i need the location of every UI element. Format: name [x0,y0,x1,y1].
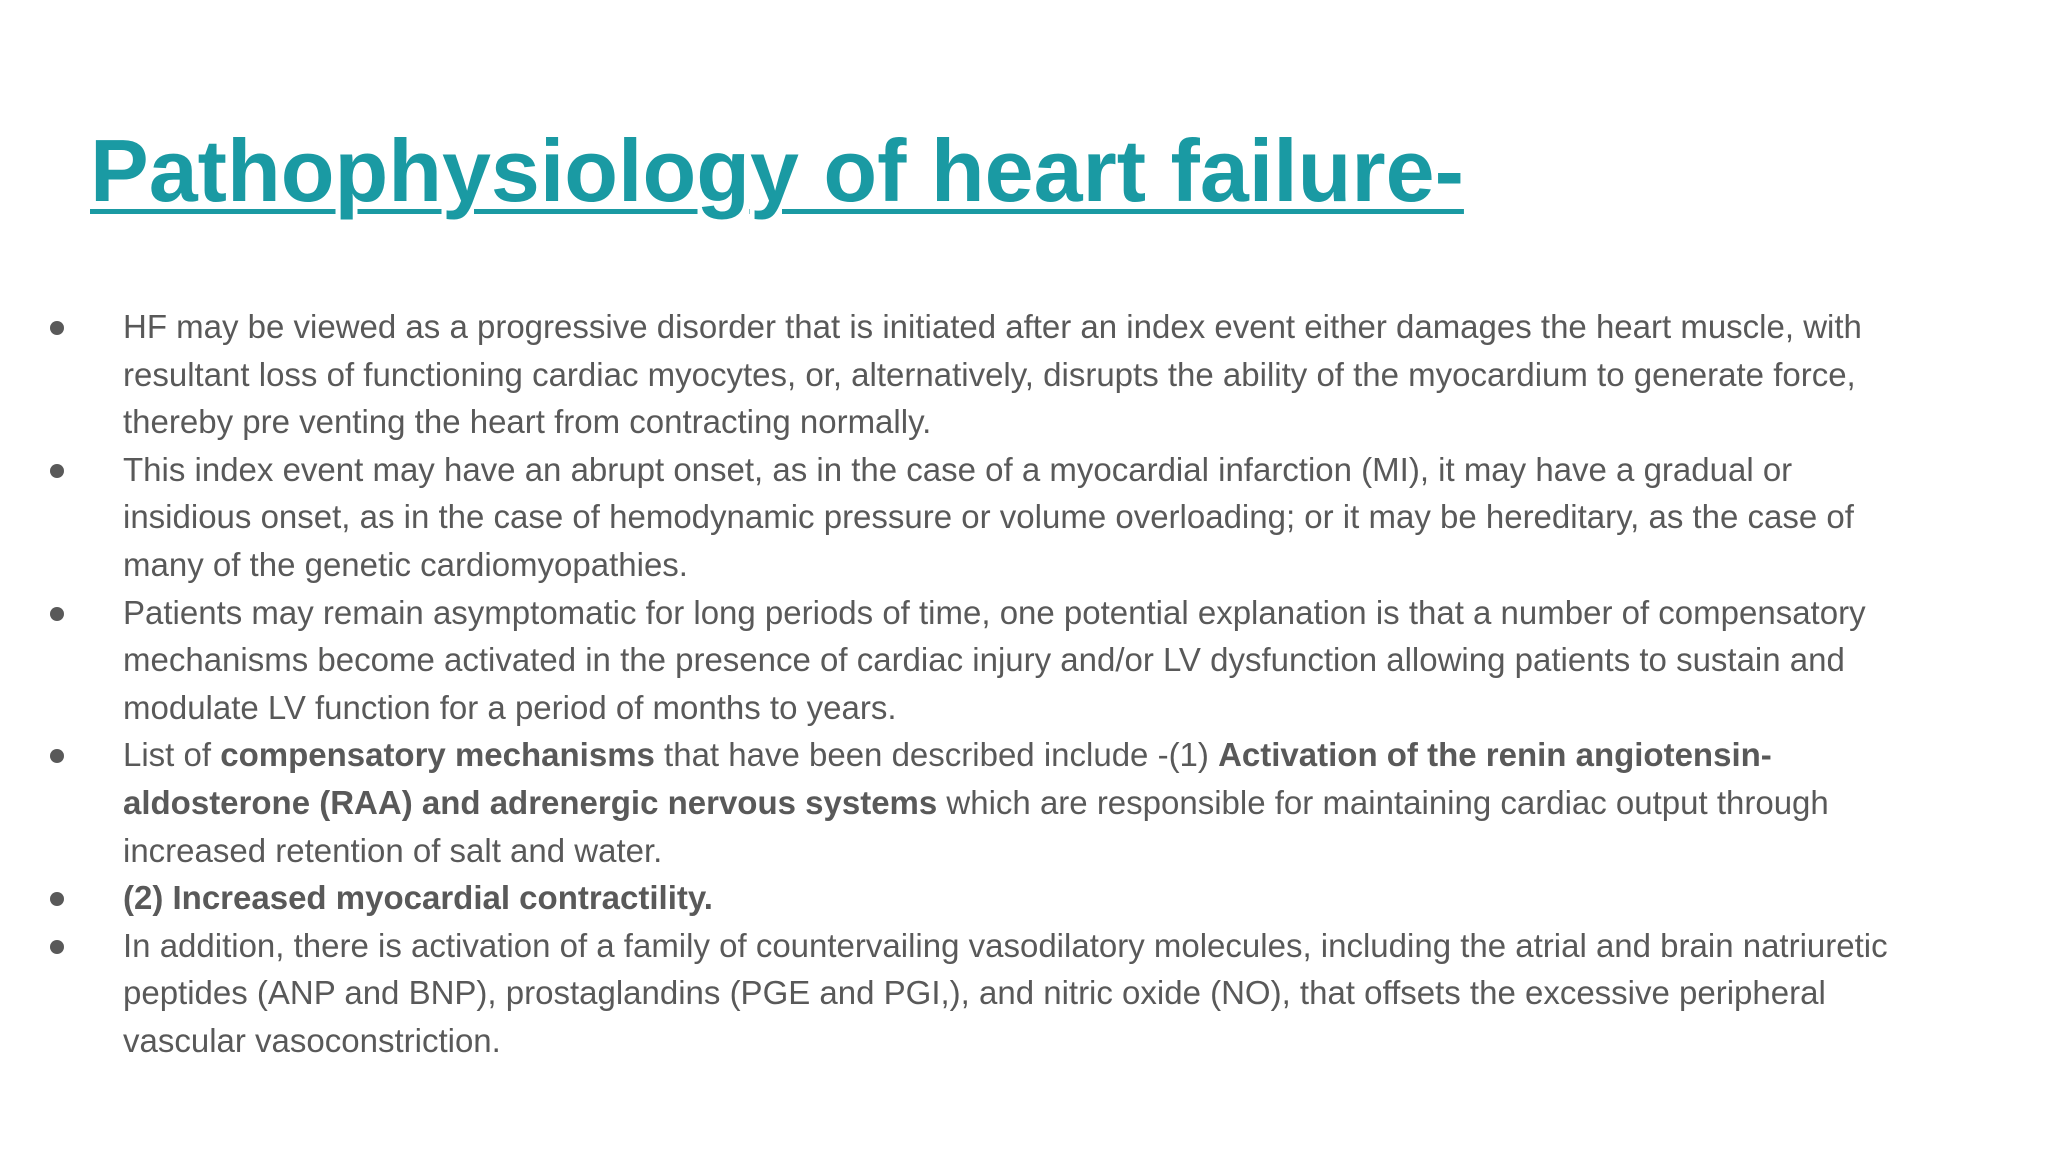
bullet-text-bold: (2) Increased myocardial contractility. [123,879,713,917]
bullet-icon [50,892,64,906]
bullet-icon [50,464,64,478]
bullet-text-bold: Activation of the renin angiotensin-aldosterone (RAA) and adrenergic nervous systems [123,736,1772,821]
bullet-item [0,731,1923,874]
bullet-icon [50,749,64,763]
bullet-item [0,589,1923,732]
bullet-text: that have been described include -(1) [654,736,1219,774]
bullet-item [0,303,1923,446]
bullet-item [0,446,1923,589]
bullet-text: Patients may remain asymptomatic for long periods of time, one potential explanation is that a number of compensatory mechanisms become activated in the presence of cardiac injury and/or LV dysfunction allowing patients to sustain and modulate LV function for a period of months to years. [123,593,1866,726]
bullet-text: which are responsible for maintaining cardiac output through increased retention of salt and water. [123,783,1829,869]
slide-title: Pathophysiology of heart failure- [90,121,1464,220]
bullet-list [0,303,2048,1065]
bullet-text-bold: compensatory mechanisms [220,736,655,774]
bullet-icon [50,607,64,621]
bullet-icon [50,321,64,335]
bullet-text: This index event may have an abrupt onset, as in the case of a myocardial infarction (MI), it may have a gradual or insidious onset, as in the case of hemodynamic pressure or volume overloading; or it may be hereditary, as the case of many of the genetic cardiomyopathies. [123,450,1854,583]
bullet-text: HF may be viewed as a progressive disorder that is initiated after an index event either damages the heart muscle, with resultant loss of functioning cardiac myocytes, or, alternatively, disrupts the ability of the myocardium to generate force, thereby pre venting the heart from contracting normally. [123,308,1862,441]
bullet-text: List of [123,736,221,774]
bullet-text: In addition, there is activation of a family of countervailing vasodilatory molecules, including the atrial and brain natriuretic peptides (ANP and BNP), prostaglandins (PGE and PGI,), and nitric oxide (NO), that offsets the excessive peripheral vascular vasoconstriction. [123,926,1888,1059]
bullet-item [0,874,1923,922]
bullet-icon [50,940,64,954]
bullet-item [0,922,1923,1065]
